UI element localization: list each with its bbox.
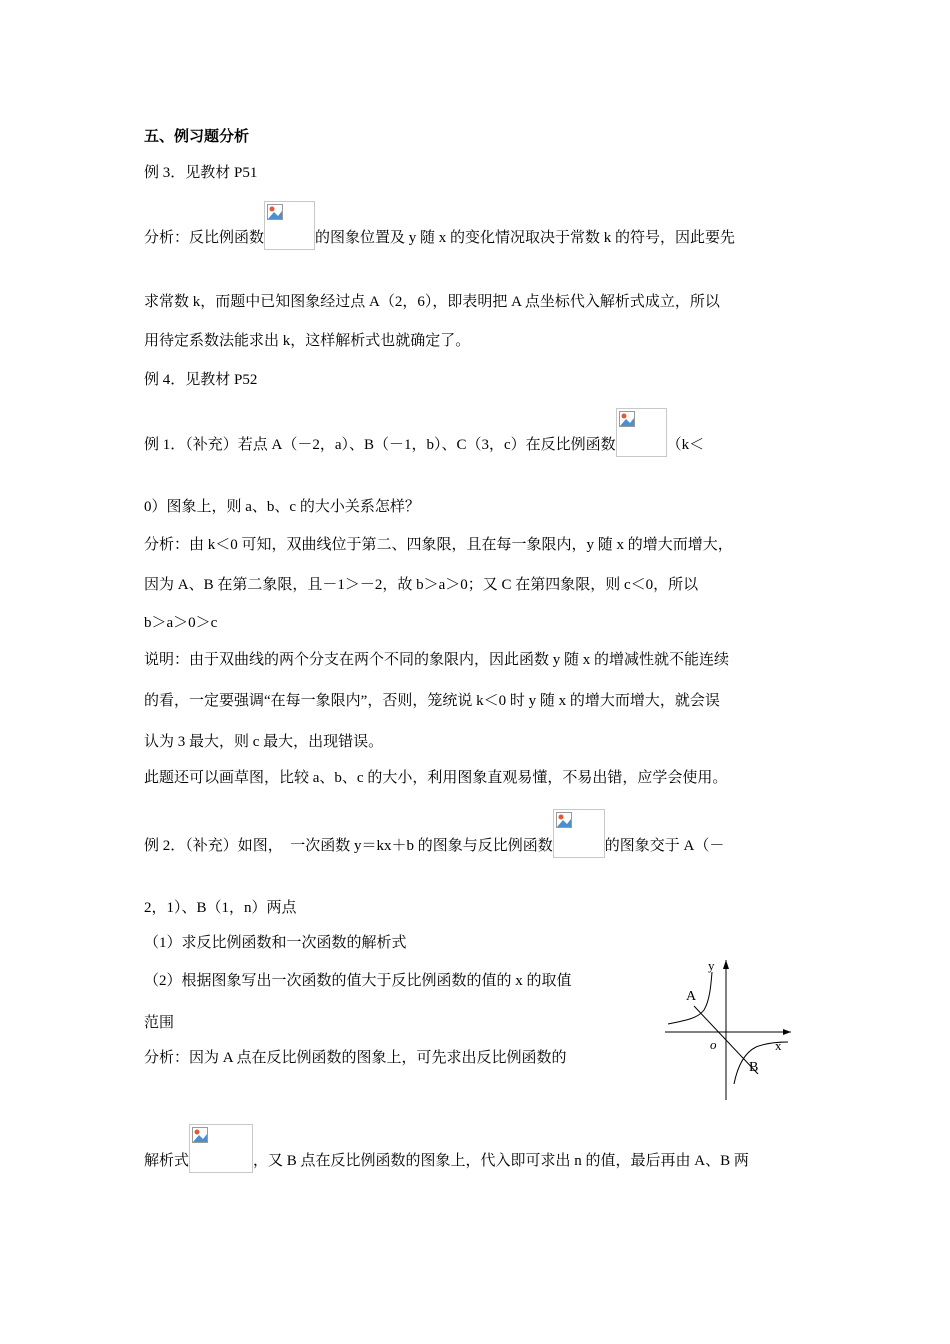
analysis-1-before: 分析：反比例函数 [144, 230, 265, 246]
question-2: （2）根据图象写出一次函数的值大于反比例函数的值的 x 的取值 [144, 973, 572, 989]
broken-image-icon [267, 204, 283, 220]
function-graph [660, 952, 795, 1102]
example-1-analysis-line-3: b＞a＞0＞c [144, 615, 218, 631]
note-line-2: 的看，一定要强调“在每一象限内”，否则，笼统说 k＜0 时 y 随 x 的增大而增大，就会误 [144, 693, 720, 709]
example-3: 例 3．见教材 P51 [144, 165, 258, 181]
analysis-1-after: 的图象位置及 y 随 x 的变化情况取决于常数 k 的符号，因此要先 [315, 230, 736, 246]
example-1-before: 例 1．（补充）若点 A（－2，a）、B（－1，b）、C（3，c）在反比例函数 [144, 437, 616, 453]
x-axis-arrow [783, 1029, 791, 1035]
question-2-continued: 范围 [144, 1015, 175, 1031]
formula-image-placeholder [264, 201, 315, 250]
example-4: 例 4．见教材 P52 [144, 372, 258, 388]
formula-image-placeholder [189, 1124, 253, 1173]
analysis-1-line-3: 用待定系数法能求出 k，这样解析式也就确定了。 [144, 333, 471, 349]
note-line-1: 说明：由于双曲线的两个分支在两个不同的象限内，因此函数 y 随 x 的增减性就不能连续 [144, 652, 730, 668]
point-a-label: A [686, 989, 697, 1004]
final-after: ，又 B 点在反比例函数的图象上，代入即可求出 n 的值，最后再由 A、B 两 [253, 1153, 749, 1169]
point-b-label: B [749, 1060, 759, 1075]
example-1-after: （k＜ [666, 437, 705, 453]
final-before: 解析式 [144, 1153, 190, 1169]
final-line [144, 1120, 749, 1173]
note-line-4: 此题还可以画草图，比较 a、b、c 的大小，利用图象直观易懂，不易出错，应学会使用。 [144, 770, 728, 786]
example-1-analysis-line-2: 因为 A、B 在第二象限，且－1＞－2，故 b＞a＞0；又 C 在第四象限，则 c＜0，所以 [144, 577, 699, 593]
broken-image-icon [556, 812, 572, 828]
example-1-line-2: 0）图象上，则 a、b、c 的大小关系怎样？ [144, 499, 420, 515]
example-2-line-1 [144, 803, 724, 858]
formula-image-placeholder [553, 809, 605, 858]
broken-image-icon [619, 411, 635, 427]
example-2-after: 的图象交于 A（－ [604, 838, 725, 854]
x-axis-label: x [775, 1038, 782, 1053]
origin-label: o [710, 1037, 717, 1052]
y-axis-label: y [708, 958, 715, 973]
example-2-before: 例 2．（补充）如图， 一次函数 y＝kx＋b 的图象与反比例函数 [144, 838, 553, 854]
analysis-1-line-2: 求常数 k，而题中已知图象经过点 A（2，6），即表明把 A 点坐标代入解析式成立，所以 [144, 294, 720, 310]
note-line-3: 认为 3 最大，则 c 最大，出现错误。 [144, 734, 384, 750]
question-1: （1）求反比例函数和一次函数的解析式 [144, 935, 407, 951]
example-1-analysis-line-1: 分析：由 k＜0 可知，双曲线位于第二、四象限，且在每一象限内，y 随 x 的增大而增大， [144, 537, 733, 553]
broken-image-icon [192, 1127, 208, 1143]
example-1-line-1 [144, 403, 704, 457]
example-2-analysis: 分析：因为 A 点在反比例函数的图象上，可先求出反比例函数的 [144, 1050, 567, 1066]
example-2-line-2: 2，1）、B（1，n）两点 [144, 900, 297, 916]
heading: 五、例习题分析 [144, 129, 250, 145]
formula-image-placeholder [616, 408, 667, 457]
y-axis-arrow [723, 960, 729, 969]
analysis-1-line-1 [144, 197, 735, 250]
